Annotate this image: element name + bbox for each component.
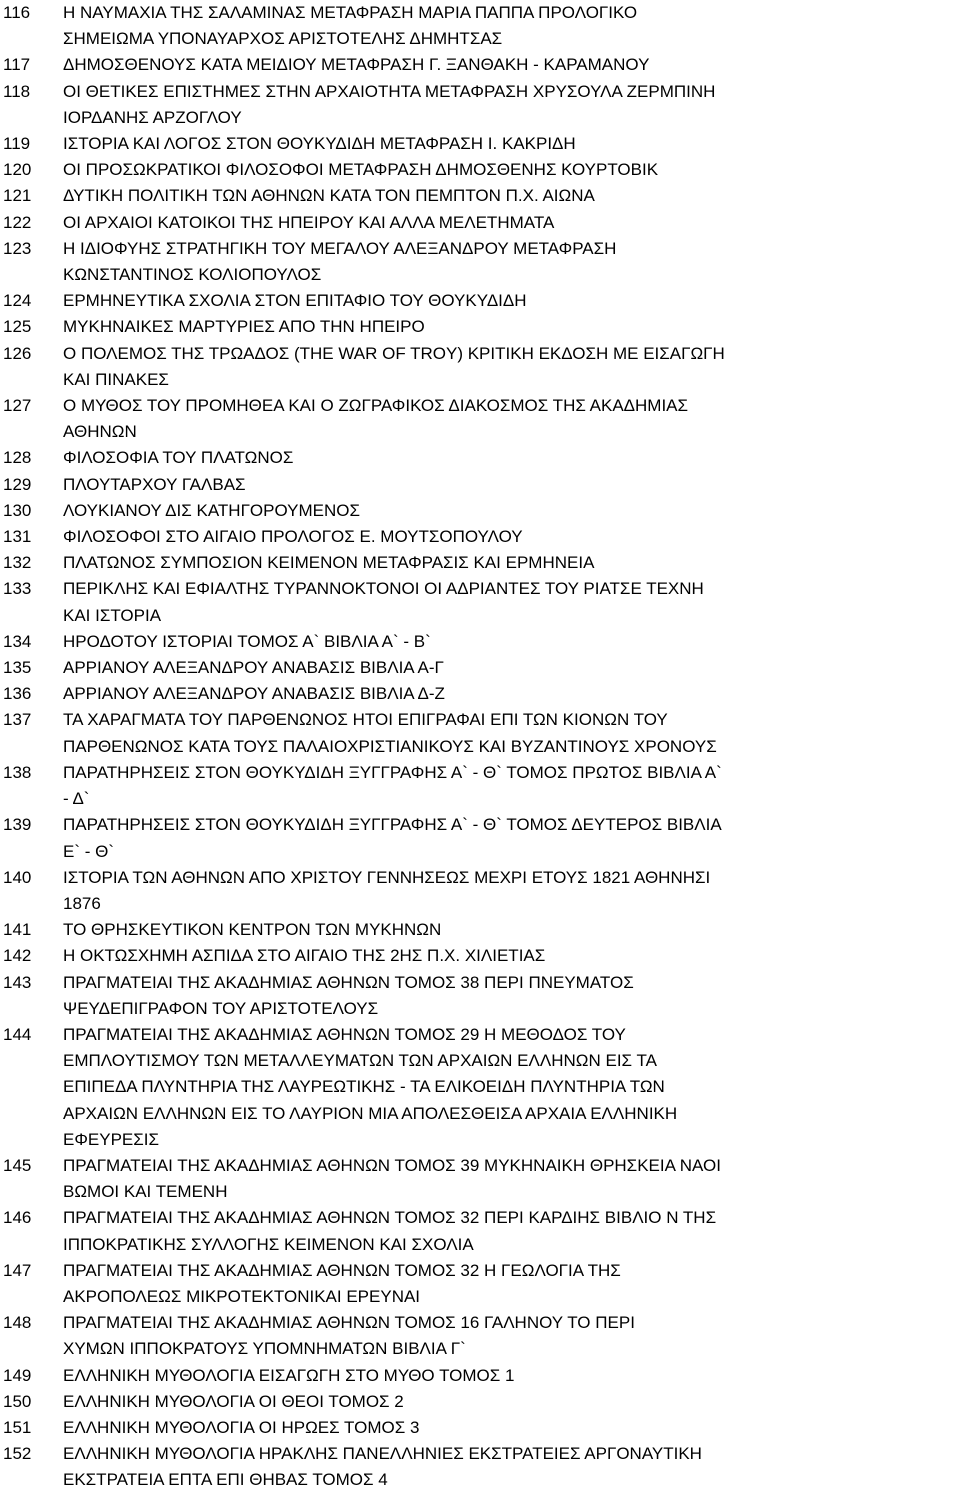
entry-number: 117 (3, 55, 31, 75)
entry-number: 128 (3, 448, 32, 468)
entry-number: 136 (3, 684, 32, 704)
entry-number: 116 (3, 3, 31, 22)
entry-title: ΠΡΑΓΜΑΤΕΙΑΙ ΤΗΣ ΑΚΑΔΗΜΙΑΣ ΑΘΗΝΩΝ ΤΟΜΟΣ 16 ΓΑΛΗΝΟΥ ΤΟ ΠΕΡΙ ΧΥΜΩΝ ΙΠΠΟΚΡΑΤΟΥΣ ΥΠΟΜΝΗΜΑΤΩΝ ΒΙΒΛΙΑ Γ` (63, 1313, 635, 1359)
entry-title: Ο ΠΟΛΕΜΟΣ ΤΗΣ ΤΡΩΑΔΟΣ (THE WAR OF TROY) ΚΡΙΤΙΚΗ ΕΚΔΟΣΗ ΜΕ ΕΙΣΑΓΩΓΗ ΚΑΙ ΠΙΝΑΚΕΣ (63, 343, 725, 389)
entry-title: ΔΗΜΟΣΘΕΝΟΥΣ ΚΑΤΑ ΜΕΙΔΙΟΥ ΜΕΤΑΦΡΑΣΗ Γ. ΞΑΝΘΑΚΗ - ΚΑΡΑΜΑΝΟΥ (63, 55, 650, 75)
list-item (0, 498, 960, 524)
entry-title: ΟΙ ΠΡΟΣΩΚΡΑΤΙΚΟΙ ΦΙΛΟΣΟΦΟΙ ΜΕΤΑΦΡΑΣΗ ΔΗΜΟΣΘΕΝΗΣ ΚΟΥΡΤΟΒΙΚ (63, 160, 659, 180)
list-item (0, 1153, 960, 1205)
list-item (0, 1363, 960, 1389)
list-item (0, 812, 960, 864)
entry-number: 122 (3, 212, 32, 232)
list-item (0, 681, 960, 707)
entry-number: 150 (3, 1391, 32, 1411)
entry-title: ΕΡΜΗΝΕΥΤΙΚΑ ΣΧΟΛΙΑ ΣΤΟΝ ΕΠΙΤΑΦΙΟ ΤΟΥ ΘΟΥΚΥΔΙΔΗ (63, 291, 527, 311)
entry-number: 140 (3, 867, 32, 887)
entry-number: 119 (3, 134, 31, 154)
entry-number: 148 (3, 1313, 32, 1333)
list-item (0, 1415, 960, 1441)
list-item (0, 1310, 960, 1362)
list-item (0, 1205, 960, 1257)
entry-number: 135 (3, 658, 32, 678)
entry-number: 151 (3, 1417, 32, 1437)
entry-title: ΙΣΤΟΡΙΑ ΚΑΙ ΛΟΓΟΣ ΣΤΟΝ ΘΟΥΚΥΔΙΔΗ ΜΕΤΑΦΡΑΣΗ Ι. ΚΑΚΡΙΔΗ (63, 134, 576, 154)
list-item (0, 524, 960, 550)
list-item (0, 576, 960, 628)
list-item (0, 472, 960, 498)
entry-number: 125 (3, 317, 32, 337)
entry-number: 146 (3, 1208, 32, 1228)
list-item (0, 0, 960, 52)
entry-title: ΕΛΛΗΝΙΚΗ ΜΥΘΟΛΟΓΙΑ ΟΙ ΗΡΩΕΣ ΤΟΜΟΣ 3 (63, 1417, 420, 1437)
list-item (0, 445, 960, 471)
entry-title: ΠΡΑΓΜΑΤΕΙΑΙ ΤΗΣ ΑΚΑΔΗΜΙΑΣ ΑΘΗΝΩΝ ΤΟΜΟΣ 39 ΜΥΚΗΝΑΙΚΗ ΘΡΗΣΚΕΙΑ ΝΑΟΙ ΒΩΜΟΙ ΚΑΙ ΤΕΜΕΝΗ (63, 1155, 721, 1202)
list-item (0, 970, 960, 1022)
entry-number: 133 (3, 579, 32, 599)
list-item (0, 157, 960, 183)
entry-title: ΙΣΤΟΡΙΑ ΤΩΝ ΑΘΗΝΩΝ ΑΠΟ ΧΡΙΣΤΟΥ ΓΕΝΝΗΣΕΩΣ ΜΕΧΡΙ ΕΤΟΥΣ 1821 ΑΘΗΝΗΣΙ 1876 (63, 867, 711, 913)
list-item (0, 288, 960, 314)
entry-title: ΠΑΡΑΤΗΡΗΣΕΙΣ ΣΤΟΝ ΘΟΥΚΥΔΙΔΗ ΞΥΓΓΡΑΦΗΣ Α` - Θ` ΤΟΜΟΣ ΠΡΩΤΟΣ ΒΙΒΛΙΑ Α` - Δ` (63, 762, 722, 809)
list-item (0, 707, 960, 759)
entry-title: ΑΡΡΙΑΝΟΥ ΑΛΕΞΑΝΔΡΟΥ ΑΝΑΒΑΣΙΣ ΒΙΒΛΙΑ Α-Γ (63, 658, 444, 678)
entry-title: ΕΛΛΗΝΙΚΗ ΜΥΘΟΛΟΓΙΑ ΗΡΑΚΛΗΣ ΠΑΝΕΛΛΗΝΙΕΣ ΕΚΣΤΡΑΤΕΙΕΣ ΑΡΓΟΝΑΥΤΙΚΗ ΕΚΣΤΡΑΤΕΙΑ ΕΠΤΑ ΕΠΙ ΘΗΒΑΣ ΤΟΜΟΣ 4 (63, 1444, 702, 1490)
entry-number: 121 (3, 186, 32, 206)
list-item (0, 629, 960, 655)
entry-number: 147 (3, 1260, 32, 1280)
entry-number: 137 (3, 710, 32, 730)
list-item (0, 1258, 960, 1310)
list-item (0, 393, 960, 445)
entry-title: ΜΥΚΗΝΑΙΚΕΣ ΜΑΡΤΥΡΙΕΣ ΑΠΟ ΤΗΝ ΗΠΕΙΡΟ (63, 317, 425, 337)
list-item (0, 210, 960, 236)
list-item (0, 943, 960, 969)
list-item (0, 341, 960, 393)
entry-number: 131 (3, 527, 32, 547)
list-item (0, 917, 960, 943)
entry-number: 124 (3, 291, 32, 311)
entry-number: 126 (3, 343, 32, 363)
entry-number: 152 (3, 1444, 32, 1464)
entry-title: ΠΕΡΙΚΛΗΣ ΚΑΙ ΕΦΙΑΛΤΗΣ ΤΥΡΑΝΝΟΚΤΟΝΟΙ ΟΙ ΑΔΡΙΑΝΤΕΣ ΤΟΥ ΡΙΑΤΣΕ ΤΕΧΝΗ ΚΑΙ ΙΣΤΟΡΙΑ (63, 579, 704, 625)
entry-number: 130 (3, 500, 32, 520)
list-item (0, 314, 960, 340)
entry-title: ΗΡΟΔΟΤΟΥ ΙΣΤΟΡΙΑΙ ΤΟΜΟΣ Α` ΒΙΒΛΙΑ Α` - Β` (63, 631, 431, 651)
entry-number: 138 (3, 762, 32, 782)
list-item (0, 550, 960, 576)
entry-number: 142 (3, 946, 32, 966)
entry-number: 120 (3, 160, 32, 180)
list-item (0, 655, 960, 681)
entry-title: ΠΛΟΥΤΑΡΧΟΥ ΓΑΛΒΑΣ (63, 474, 246, 494)
list-item (0, 131, 960, 157)
entry-title: ΠΛΑΤΩΝΟΣ ΣΥΜΠΟΣΙΟΝ ΚΕΙΜΕΝΟΝ ΜΕΤΑΦΡΑΣΙΣ ΚΑΙ ΕΡΜΗΝΕΙΑ (63, 553, 595, 573)
list-item (0, 1022, 960, 1153)
list-item (0, 1389, 960, 1415)
entry-title: Ο ΜΥΘΟΣ ΤΟΥ ΠΡΟΜΗΘΕΑ ΚΑΙ Ο ΖΩΓΡΑΦΙΚΟΣ ΔΙΑΚΟΣΜΟΣ ΤΗΣ ΑΚΑΔΗΜΙΑΣ ΑΘΗΝΩΝ (63, 396, 689, 442)
entry-title: ΤΑ ΧΑΡΑΓΜΑΤΑ ΤΟΥ ΠΑΡΘΕΝΩΝΟΣ ΗΤΟΙ ΕΠΙΓΡΑΦΑΙ ΕΠΙ ΤΩΝ ΚΙΟΝΩΝ ΤΟΥ ΠΑΡΘΕΝΩΝΟΣ ΚΑΤΑ ΤΟΥΣ ΠΑΛΑΙΟΧΡΙΣΤΙΑΝΙΚΟΥΣ ΚΑΙ ΒΥΖΑΝΤΙΝΟΥΣ ΧΡΟΝΟΥΣ (63, 710, 717, 756)
entry-title: ΠΡΑΓΜΑΤΕΙΑΙ ΤΗΣ ΑΚΑΔΗΜΙΑΣ ΑΘΗΝΩΝ ΤΟΜΟΣ 38 ΠΕΡΙ ΠΝΕΥΜΑΤΟΣ ΨΕΥΔΕΠΙΓΡΑΦΟΝ ΤΟΥ ΑΡΙΣΤΟΤΕΛΟΥΣ (63, 972, 634, 1018)
entry-title: ΤΟ ΘΡΗΣΚΕΥΤΙΚΟΝ ΚΕΝΤΡΟΝ ΤΩΝ ΜΥΚΗΝΩΝ (63, 920, 442, 940)
entry-number: 123 (3, 238, 32, 258)
entry-number: 145 (3, 1155, 32, 1175)
list-item (0, 183, 960, 209)
entry-number: 143 (3, 972, 32, 992)
list-item (0, 236, 960, 288)
entry-title: ΠΑΡΑΤΗΡΗΣΕΙΣ ΣΤΟΝ ΘΟΥΚΥΔΙΔΗ ΞΥΓΓΡΑΦΗΣ Α` - Θ` ΤΟΜΟΣ ΔΕΥΤΕΡΟΣ ΒΙΒΛΙΑ Ε` - Θ` (63, 815, 722, 861)
entry-title: ΕΛΛΗΝΙΚΗ ΜΥΘΟΛΟΓΙΑ ΕΙΣΑΓΩΓΗ ΣΤΟ ΜΥΘΟ ΤΟΜΟΣ 1 (63, 1365, 515, 1385)
entry-title: ΟΙ ΘΕΤΙΚΕΣ ΕΠΙΣΤΗΜΕΣ ΣΤΗΝ ΑΡΧΑΙΟΤΗΤΑ ΜΕΤΑΦΡΑΣΗ ΧΡΥΣΟΥΛΑ ΖΕΡΜΠΙΝΗ ΙΟΡΔΑΝΗΣ ΑΡΖΟΓΛΟΥ (63, 81, 716, 127)
entry-number: 139 (3, 815, 32, 835)
entry-number: 141 (3, 920, 32, 940)
list-item (0, 52, 960, 78)
entry-title: ΔΥΤΙΚΗ ΠΟΛΙΤΙΚΗ ΤΩΝ ΑΘΗΝΩΝ ΚΑΤΑ ΤΟΝ ΠΕΜΠΤΟΝ Π.Χ. ΑΙΩΝΑ (63, 186, 595, 206)
entry-number: 134 (3, 631, 32, 651)
entry-title: ΠΡΑΓΜΑΤΕΙΑΙ ΤΗΣ ΑΚΑΔΗΜΙΑΣ ΑΘΗΝΩΝ ΤΟΜΟΣ 29 Η ΜΕΘΟΔΟΣ ΤΟΥ ΕΜΠΛΟΥΤΙΣΜΟΥ ΤΩΝ ΜΕΤΑΛΛΕΥΜΑΤΩΝ ΤΩΝ ΑΡΧΑΙΩΝ ΕΛΛΗΝΩΝ ΕΙΣ ΤΑ ΕΠΙΠΕΔΑ ΠΛΥΝΤΗΡΙΑ ΤΗΣ ΛΑΥΡΕΩΤΙΚΗΣ - ΤΑ ΕΛΙΚΟΕΙΔΗ ΠΛΥΝΤΗΡΙΑ ΤΩΝ ΑΡΧΑΙΩΝ ΕΛΛΗΝΩΝ ΕΙΣ ΤΟ ΛΑΥΡΙΟΝ ΜΙΑ ΑΠΟΛΕΣΘΕΙΣΑ ΑΡΧΑΙΑ ΕΛΛΗΝΙΚΗ ΕΦΕΥΡΕΣΙΣ (63, 1024, 678, 1149)
entry-title: ΑΡΡΙΑΝΟΥ ΑΛΕΞΑΝΔΡΟΥ ΑΝΑΒΑΣΙΣ ΒΙΒΛΙΑ Δ-Ζ (63, 684, 445, 704)
entry-number: 118 (3, 81, 31, 101)
list-item (0, 79, 960, 131)
entry-title: ΦΙΛΟΣΟΦΙΑ ΤΟΥ ΠΛΑΤΩΝΟΣ (63, 448, 294, 468)
entry-title: ΦΙΛΟΣΟΦΟΙ ΣΤΟ ΑΙΓΑΙΟ ΠΡΟΛΟΓΟΣ Ε. ΜΟΥΤΣΟΠΟΥΛΟΥ (63, 527, 523, 547)
entry-number: 149 (3, 1365, 32, 1385)
entry-title: Η ΟΚΤΩΣΧΗΜΗ ΑΣΠΙΔΑ ΣΤΟ ΑΙΓΑΙΟ ΤΗΣ 2ΗΣ Π.Χ. ΧΙΛΙΕΤΙΑΣ (63, 946, 546, 966)
entry-number: 129 (3, 474, 32, 494)
entry-number: 132 (3, 553, 32, 573)
entry-title: ΕΛΛΗΝΙΚΗ ΜΥΘΟΛΟΓΙΑ ΟΙ ΘΕΟΙ ΤΟΜΟΣ 2 (63, 1391, 404, 1411)
entry-title: Η ΝΑΥΜΑΧΙΑ ΤΗΣ ΣΑΛΑΜΙΝΑΣ ΜΕΤΑΦΡΑΣΗ ΜΑΡΙΑ ΠΑΠΠΑ ΠΡΟΛΟΓΙΚΟ ΣΗΜΕΙΩΜΑ ΥΠΟΝΑΥΑΡΧΟΣ ΑΡΙΣΤΟΤΕΛΗΣ ΔΗΜΗΤΣΑΣ (63, 3, 638, 49)
entry-title: ΛΟΥΚΙΑΝΟΥ ΔΙΣ ΚΑΤΗΓΟΡΟΥΜΕΝΟΣ (63, 500, 361, 520)
entry-number: 127 (3, 396, 32, 416)
list-item (0, 1441, 960, 1493)
entry-title: Η ΙΔΙΟΦΥΗΣ ΣΤΡΑΤΗΓΙΚΗ ΤΟΥ ΜΕΓΑΛΟΥ ΑΛΕΞΑΝΔΡΟΥ ΜΕΤΑΦΡΑΣΗ ΚΩΝΣΤΑΝΤΙΝΟΣ ΚΟΛΙΟΠΟΥΛΟΣ (63, 238, 617, 285)
entry-title: ΠΡΑΓΜΑΤΕΙΑΙ ΤΗΣ ΑΚΑΔΗΜΙΑΣ ΑΘΗΝΩΝ ΤΟΜΟΣ 32 ΠΕΡΙ ΚΑΡΔΙΗΣ ΒΙΒΛΙΟ Ν ΤΗΣ ΙΠΠΟΚΡΑΤΙΚΗΣ ΣΥΛΛΟΓΗΣ ΚΕΙΜΕΝΟΝ ΚΑΙ ΣΧΟΛΙΑ (63, 1208, 717, 1254)
entry-title: ΟΙ ΑΡΧΑΙΟΙ ΚΑΤΟΙΚΟΙ ΤΗΣ ΗΠΕΙΡΟΥ ΚΑΙ ΑΛΛΑ ΜΕΛΕΤΗΜΑΤΑ (63, 212, 555, 232)
list-item (0, 865, 960, 917)
entry-title: ΠΡΑΓΜΑΤΕΙΑΙ ΤΗΣ ΑΚΑΔΗΜΙΑΣ ΑΘΗΝΩΝ ΤΟΜΟΣ 32 Η ΓΕΩΛΟΓΙΑ ΤΗΣ ΑΚΡΟΠΟΛΕΩΣ ΜΙΚΡΟΤΕΚΤΟΝΙΚΑΙ ΕΡΕΥΝΑΙ (63, 1260, 621, 1306)
entry-number: 144 (3, 1024, 32, 1044)
list-item (0, 760, 960, 812)
